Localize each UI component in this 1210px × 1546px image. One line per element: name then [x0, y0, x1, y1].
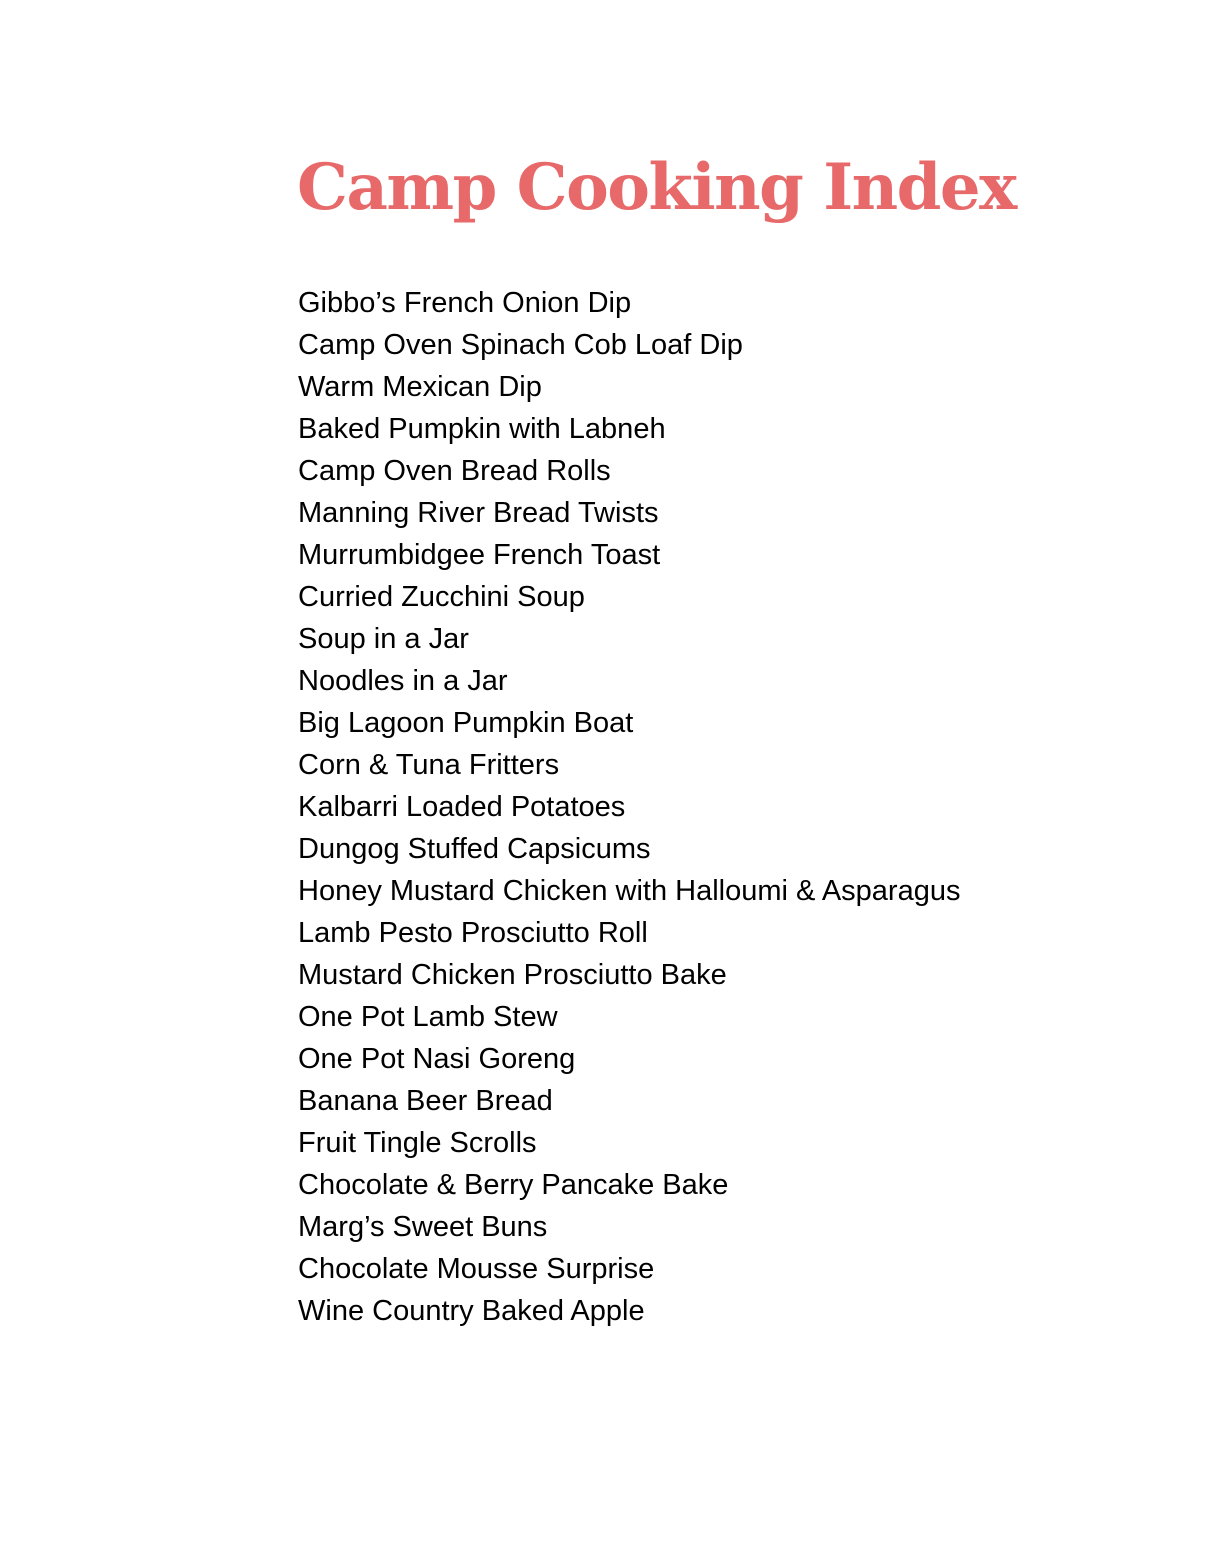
recipe-item: Dungog Stuffed Capsicums — [298, 833, 651, 865]
recipe-item: Corn & Tuna Fritters — [298, 749, 560, 781]
recipe-item: Warm Mexican Dip — [298, 371, 542, 403]
recipe-item: One Pot Lamb Stew — [298, 1001, 558, 1033]
recipe-list — [298, 282, 960, 1332]
recipe-item: Camp Oven Bread Rolls — [298, 455, 611, 487]
recipe-item: Marg’s Sweet Buns — [298, 1211, 548, 1243]
page-title: Camp Cooking Index — [297, 150, 1016, 225]
recipe-item: Noodles in a Jar — [298, 665, 508, 697]
recipe-item: Banana Beer Bread — [298, 1085, 553, 1117]
recipe-item: Mustard Chicken Prosciutto Bake — [298, 959, 727, 991]
recipe-item: Baked Pumpkin with Labneh — [298, 413, 666, 445]
recipe-item: Big Lagoon Pumpkin Boat — [298, 707, 634, 739]
recipe-item: Lamb Pesto Prosciutto Roll — [298, 917, 648, 949]
recipe-item: Fruit Tingle Scrolls — [298, 1127, 537, 1159]
recipe-item: Chocolate & Berry Pancake Bake — [298, 1169, 729, 1201]
recipe-item: Honey Mustard Chicken with Halloumi & Asparagus — [298, 875, 961, 907]
recipe-item: Soup in a Jar — [298, 623, 469, 655]
recipe-item: Manning River Bread Twists — [298, 497, 659, 529]
recipe-item: Murrumbidgee French Toast — [298, 539, 661, 571]
recipe-item: Curried Zucchini Soup — [298, 581, 585, 613]
recipe-item: Gibbo’s French Onion Dip — [298, 287, 632, 319]
recipe-item: Kalbarri Loaded Potatoes — [298, 791, 626, 823]
recipe-item: Wine Country Baked Apple — [298, 1295, 645, 1327]
recipe-item: One Pot Nasi Goreng — [298, 1043, 576, 1075]
recipe-item: Camp Oven Spinach Cob Loaf Dip — [298, 329, 743, 361]
recipe-item: Chocolate Mousse Surprise — [298, 1253, 655, 1285]
